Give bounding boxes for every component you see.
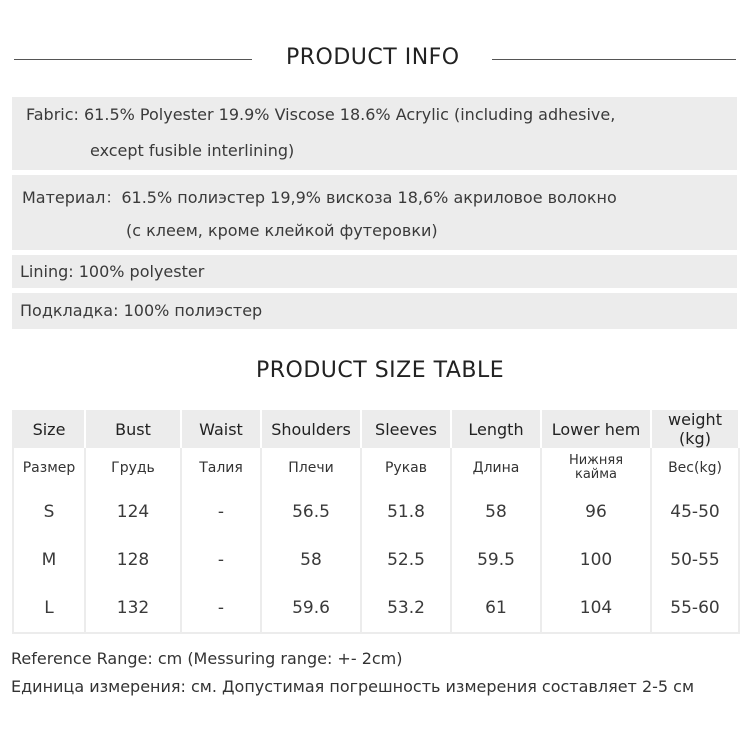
header-sleeves: Sleeves	[361, 410, 451, 448]
cell-shoulders: 58	[261, 536, 361, 584]
lining-en-row	[12, 255, 737, 288]
cell-size: L	[13, 584, 85, 633]
fabric-ru-line1: Материал：61.5% полиэстер 19,9% вискоза 18,6% акриловое волокно	[22, 188, 617, 207]
header-lower-hem: Lower hem	[541, 410, 651, 448]
lining-ru-text: Подкладка: 100% полиэстер	[20, 301, 263, 320]
fabric-en-row	[12, 97, 737, 170]
cell-length: 59.5	[451, 536, 541, 584]
cell-length: 61	[451, 584, 541, 633]
cell-sleeves: 53.2	[361, 584, 451, 633]
cell-bust: 128	[85, 536, 181, 584]
header-ru-bust: Грудь	[85, 448, 181, 488]
cell-weight: 50-55	[651, 536, 739, 584]
cell-waist: -	[181, 536, 261, 584]
fabric-en-line1: Fabric: 61.5% Polyester 19.9% Viscose 18.6% Acrylic (including adhesive,	[26, 105, 616, 124]
cell-lower-hem: 104	[541, 584, 651, 633]
lining-ru-row	[12, 293, 737, 329]
size-table	[12, 410, 740, 634]
table-row	[13, 536, 739, 584]
header-length: Length	[451, 410, 541, 448]
header-ru-sleeves: Рукав	[361, 448, 451, 488]
cell-bust: 124	[85, 488, 181, 536]
table-row	[13, 488, 739, 536]
header-ru-lower-hem: Нижняя кайма	[541, 448, 651, 488]
cell-length: 58	[451, 488, 541, 536]
footnote-ru: Единица измерения: см. Допустимая погрешность измерения составляет 2-5 см	[11, 677, 695, 696]
header-ru-weight: Вес(kg)	[651, 448, 739, 488]
header-waist: Waist	[181, 410, 261, 448]
fabric-en-line2: except fusible interlining)	[90, 141, 295, 160]
cell-shoulders: 59.6	[261, 584, 361, 633]
header-ru-waist: Талия	[181, 448, 261, 488]
product-info-left-rule	[14, 59, 252, 60]
size-table-title: PRODUCT SIZE TABLE	[256, 358, 505, 383]
header-ru-length: Длина	[451, 448, 541, 488]
product-info-title: PRODUCT INFO	[286, 45, 460, 70]
cell-lower-hem: 96	[541, 488, 651, 536]
cell-size: M	[13, 536, 85, 584]
header-bust: Bust	[85, 410, 181, 448]
fabric-ru-row	[12, 175, 737, 250]
header-shoulders: Shoulders	[261, 410, 361, 448]
cell-waist: -	[181, 584, 261, 633]
lining-en-text: Lining: 100% polyester	[20, 262, 205, 281]
cell-size: S	[13, 488, 85, 536]
cell-weight: 45-50	[651, 488, 739, 536]
cell-weight: 55-60	[651, 584, 739, 633]
table-row	[13, 584, 739, 633]
header-size: Size	[13, 410, 85, 448]
cell-waist: -	[181, 488, 261, 536]
cell-bust: 132	[85, 584, 181, 633]
cell-sleeves: 51.8	[361, 488, 451, 536]
cell-sleeves: 52.5	[361, 536, 451, 584]
product-info-right-rule	[492, 59, 736, 60]
size-table-header-en	[13, 410, 739, 448]
fabric-ru-line2: (с клеем, кроме клейкой футеровки)	[126, 221, 438, 240]
header-ru-size: Размер	[13, 448, 85, 488]
footnote-en: Reference Range: cm (Messuring range: +- 2cm)	[11, 649, 403, 668]
header-weight: weight (kg)	[651, 410, 739, 448]
cell-shoulders: 56.5	[261, 488, 361, 536]
cell-lower-hem: 100	[541, 536, 651, 584]
header-ru-shoulders: Плечи	[261, 448, 361, 488]
size-table-header-ru	[13, 448, 739, 488]
